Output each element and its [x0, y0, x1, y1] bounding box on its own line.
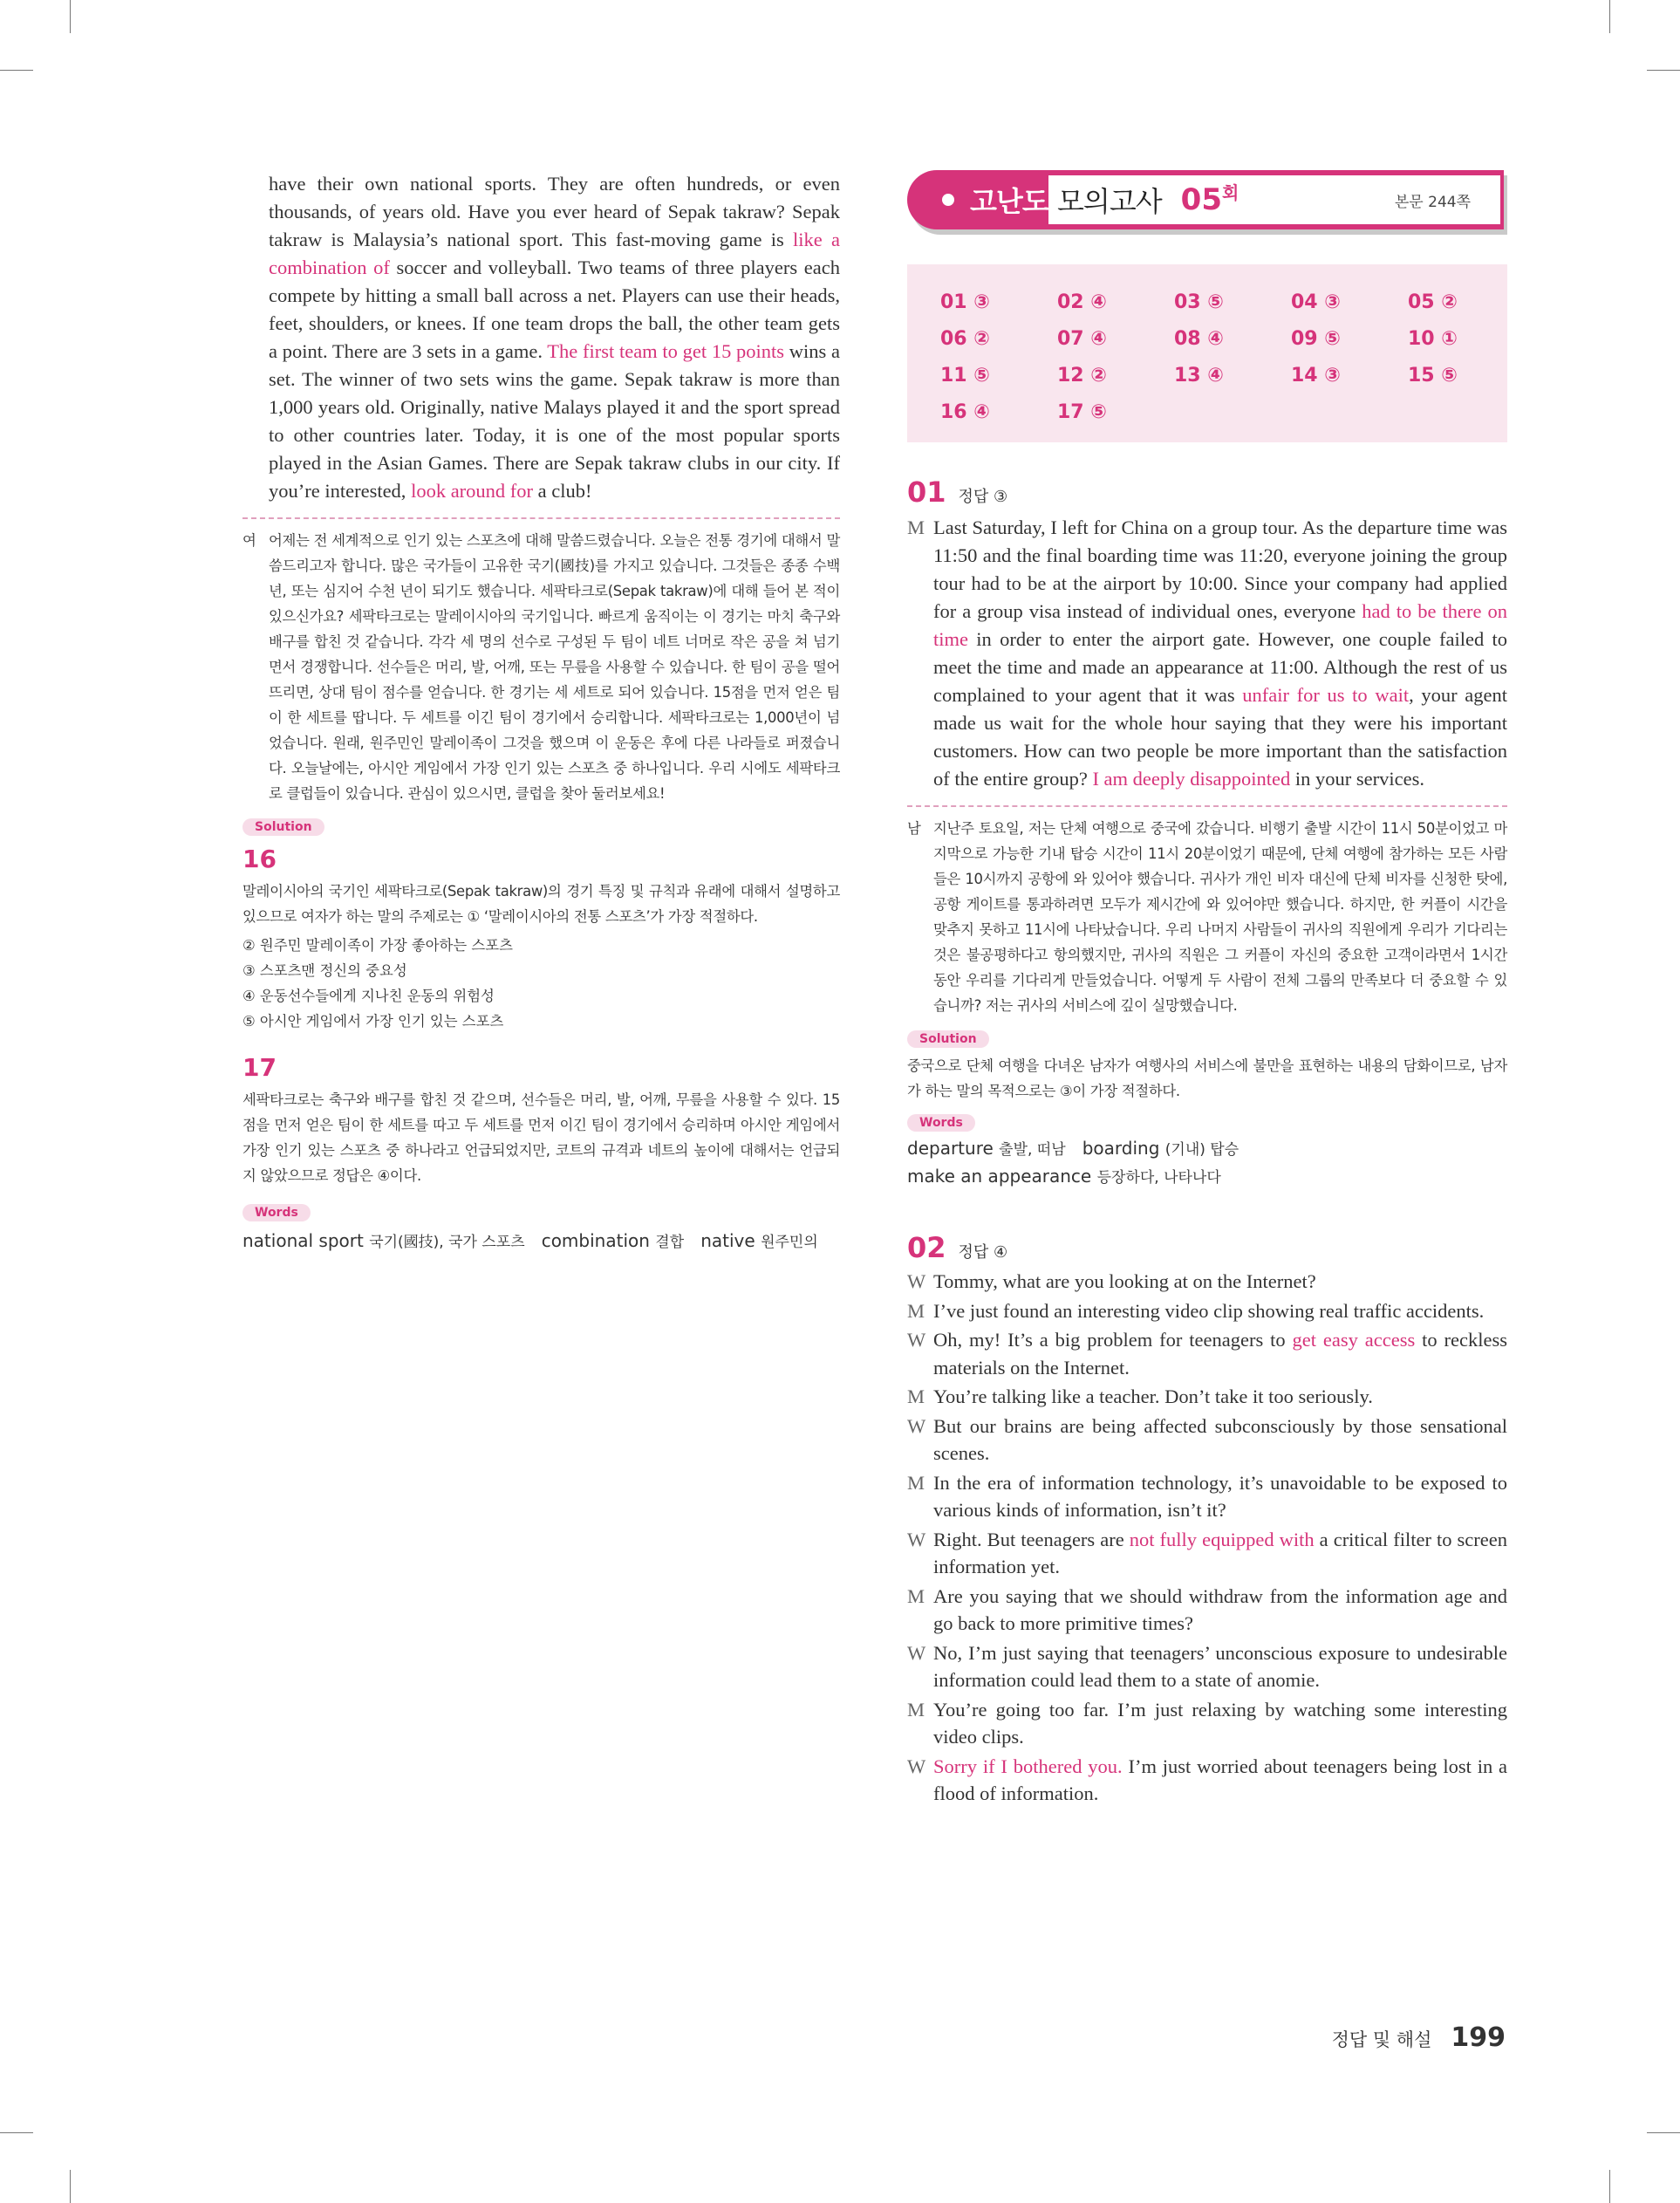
q16-options — [242, 933, 840, 1034]
words-badge: Words — [907, 1114, 975, 1132]
text-segment: soccer and volleyball. Two teams of three players each compete by hitting a small ball across a net. Players can use their heads, feet, shoulders, or knees. If one team drops the ball, the other team gets a point. There are 3 sets in a game. — [269, 257, 840, 362]
crop-mark — [70, 0, 71, 33]
q16-explanation: 말레이시아의 국기인 세팍타크로(Sepak takraw)의 경기 특징 및 규칙과 유래에 대해서 설명하고 있으므로 여자가 하는 말의 주제로는 ① ‘말레이시아의 전통 스포츠’가 가장 적절하다. — [242, 883, 840, 925]
highlighted-phrase: unfair for us to wait — [1242, 684, 1410, 706]
q02-dialogue — [907, 1268, 1507, 1808]
test-number-suffix: 회 — [1221, 181, 1240, 203]
text-segment: have their own national sports. They are often hundreds, or even thousands, of years old. Have you ever heard of Sepak takraw? Sepak takraw is Malaysia’s national sport. This fast-moving game is — [269, 173, 840, 250]
answer-cell: 12 ② — [1057, 364, 1107, 387]
text-segment: Right. But teenagers are — [933, 1528, 1130, 1550]
answer-cell: 13 ④ — [1174, 364, 1224, 387]
left-column — [242, 170, 840, 1256]
text-segment: Tommy, what are you looking at on the Internet? — [933, 1270, 1316, 1292]
words-line — [242, 1227, 840, 1256]
highlighted-phrase: Sorry if I bothered you. — [933, 1755, 1123, 1777]
dialogue-line — [907, 1583, 1507, 1638]
text-segment: I’m just worried about teenagers being lost in a flood of information. — [933, 1755, 1508, 1804]
answer-cell: 07 ④ — [1057, 327, 1107, 350]
right-column — [907, 170, 1507, 1810]
question-number-17: 17 — [242, 1053, 277, 1082]
speaker-label: W — [907, 1329, 926, 1351]
speaker-label: W — [907, 1270, 926, 1292]
difficulty-label: 고난도 — [970, 185, 1048, 218]
dialogue-text — [933, 1268, 1507, 1296]
text-segment: You’re going too far. I’m just relaxing by watching some interesting video clips. — [933, 1698, 1507, 1748]
highlighted-phrase: get easy access — [1292, 1329, 1416, 1351]
dialogue-text — [933, 1297, 1507, 1325]
word-en: combination — [541, 1230, 650, 1251]
answer-cell: 03 ⑤ — [1174, 291, 1224, 313]
bullet-icon — [942, 194, 954, 206]
text-segment: in order to enter the airport gate. However, one couple failed to meet the time and made an appearance at 11:00. Although the rest of us complained to your agent that it was — [933, 628, 1507, 706]
text-segment: in your services. — [1290, 768, 1424, 790]
word-en: make an appearance — [907, 1166, 1092, 1187]
text-segment: to reckless materials on the Internet. — [933, 1329, 1507, 1379]
answer-row — [907, 284, 1507, 320]
word-ko: 출발, 떠남 — [999, 1141, 1066, 1159]
divider — [242, 517, 840, 519]
q02-header — [907, 1231, 1507, 1264]
dialogue-line — [907, 1268, 1507, 1296]
speaker-label: W — [907, 1528, 926, 1550]
highlighted-phrase: not fully equipped with — [1129, 1528, 1315, 1550]
dialogue-line — [907, 1753, 1507, 1808]
speaker-label: M — [907, 1385, 925, 1407]
answer-row — [907, 357, 1507, 393]
answer-cell: 01 ③ — [940, 291, 990, 313]
script-text — [933, 514, 1507, 793]
translation-block — [242, 528, 840, 806]
answer-cell: 11 ⑤ — [940, 364, 990, 387]
word-ko: 등장하다, 나타나다 — [1096, 1169, 1221, 1187]
highlighted-phrase: look around for — [411, 480, 534, 502]
passage-text — [242, 170, 840, 505]
dialogue-line — [907, 1696, 1507, 1751]
highlighted-phrase: like a combination of — [269, 229, 840, 278]
crop-mark — [70, 2170, 71, 2203]
highlighted-phrase: had to be there on time — [933, 600, 1507, 650]
dialogue-text — [933, 1639, 1507, 1694]
word-en: native — [700, 1230, 755, 1251]
highlighted-phrase: I am deeply disappointed — [1092, 768, 1291, 790]
question-number-02: 02 — [907, 1231, 946, 1264]
text-segment: a club! — [533, 480, 592, 502]
crop-mark — [1647, 70, 1680, 71]
speaker-label: M — [907, 1471, 925, 1494]
crop-mark — [0, 70, 33, 71]
q01-header — [907, 475, 1507, 509]
text-segment: , your agent made us wait for the whole hour saying that they were his important customers. How can two people be more important than the satisfaction of the entire group? — [933, 684, 1507, 790]
text-segment: In the era of information technology, it’s unavoidable to be exposed to various kinds of information, isn’t it? — [933, 1471, 1507, 1521]
speaker-label: 남 — [907, 820, 921, 837]
text-segment: wins a set. The winner of two sets wins the game. Sepak takraw is more than 1,000 years old. Originally, native Malays played it and the sport spread to other countries later. Today, it is one of the most popular sports played in the Asian Games. There are Sepak takraw clubs in our city. If you’re interested, — [269, 340, 840, 502]
correct-answer: 정답 ③ — [958, 488, 1008, 506]
text-segment: Are you saying that we should withdraw from the information age and go back to more primitive times? — [933, 1584, 1507, 1634]
answer-cell: 04 ③ — [1291, 291, 1341, 313]
test-banner — [907, 170, 1507, 233]
text-segment: I’ve just found an interesting video clip showing real traffic accidents. — [933, 1299, 1485, 1322]
dialogue-line — [907, 1526, 1507, 1581]
dialogue-line — [907, 1326, 1507, 1381]
dialogue-text — [933, 1583, 1507, 1638]
text-segment: a critical filter to screen information yet. — [933, 1528, 1507, 1577]
words-line — [907, 1163, 1507, 1191]
dialogue-text — [933, 1413, 1507, 1468]
page-reference: 본문 244쪽 — [1394, 193, 1471, 211]
answer-cell: 17 ⑤ — [1057, 400, 1107, 423]
dialogue-text — [933, 1383, 1507, 1411]
solution-badge: Solution — [242, 818, 324, 836]
page-footer — [1332, 2022, 1506, 2053]
dialogue-line — [907, 1297, 1507, 1325]
dialogue-line — [907, 1413, 1507, 1468]
divider — [907, 805, 1507, 807]
speaker-label: M — [907, 1698, 925, 1721]
dialogue-line — [907, 1383, 1507, 1411]
speaker-label: 여 — [242, 532, 256, 549]
answer-cell: 10 ① — [1408, 327, 1458, 350]
test-number: 05 — [1180, 182, 1222, 217]
dialogue-line — [907, 1469, 1507, 1524]
crop-mark — [1609, 0, 1610, 33]
speaker-label: W — [907, 1755, 926, 1777]
answer-cell: 02 ④ — [1057, 291, 1107, 313]
speaker-label: W — [907, 1641, 926, 1664]
option-item: ② 원주민 말레이족이 가장 좋아하는 스포츠 — [242, 937, 513, 954]
speaker-label: M — [907, 517, 925, 538]
answer-cell: 05 ② — [1408, 291, 1458, 313]
correct-answer: 정답 ④ — [958, 1243, 1008, 1262]
word-en: national sport — [242, 1230, 364, 1251]
text-segment: Last Saturday, I left for China on a group tour. As the departure time was 11:50 and the final boarding time was 11:20, everyone joining the group tour had to be at the airport by 10:00. Since your company had applied for a group visa instead of individual ones, everyone — [933, 517, 1507, 622]
text-segment: You’re talking like a teacher. Don’t take it too seriously. — [933, 1385, 1373, 1407]
speaker-label: M — [907, 1584, 925, 1607]
word-en: departure — [907, 1138, 994, 1159]
crop-mark — [1609, 2170, 1610, 2203]
dialogue-text — [933, 1753, 1507, 1808]
word-ko: 국기(國技), 국가 스포츠 — [369, 1234, 525, 1251]
word-en: boarding — [1082, 1138, 1160, 1159]
word-ko: (기내) 탑승 — [1164, 1141, 1240, 1159]
footer-label: 정답 및 해설 — [1331, 2029, 1432, 2050]
text-segment: No, I’m just saying that teenagers’ unconscious exposure to undesirable information could lead them to a state of anomie. — [933, 1641, 1507, 1691]
word-ko: 원주민의 — [761, 1234, 818, 1251]
answer-row — [907, 320, 1507, 357]
crop-mark — [0, 2132, 33, 2133]
words-line — [907, 1135, 1507, 1163]
highlighted-phrase: The first team to get 15 points — [547, 340, 785, 362]
dialogue-text — [933, 1469, 1507, 1524]
option-item: ④ 운동선수들에게 지나친 운동의 위험성 — [242, 988, 495, 1004]
dialogue-text — [933, 1326, 1507, 1381]
speaker-label: M — [907, 1299, 925, 1322]
q17-explanation: 세팍타크로는 축구와 배구를 합친 것 같으며, 선수들은 머리, 발, 어깨, 무릎을 사용할 수 있다. 15점을 먼저 얻은 팀이 한 세트를 따고 두 세트를 먼저 이긴 팀이 경기에서 승리하며 아시안 게임에서 가장 인기 있는 스포츠 중 하나라고 언급되었지만, 코트의 규격과 네트의 높이에 대해서는 언급되지 않았으므로 정답은 ④이다. — [242, 1091, 840, 1184]
answer-cell: 15 ⑤ — [1408, 364, 1458, 387]
translation-text: 지난주 토요일, 저는 단체 여행으로 중국에 갔습니다. 비행기 출발 시간이 11시 50분이었고 마지막으로 가능한 기내 탑승 시간이 11시 20분이었기 때문에, 단체 여행에 참가하는 모든 사람들은 10시까지 공항에 와 있어야 했습니다. 귀사가 개인 비자 대신에 단체 비자를 신청한 탓에, 공항 게이트를 통과하려면 모두가 제시간에 와 있어야만 했습니다. 하지만, 한 커플이 시간을 맞추지 못하고 11시에 나타났습니다. 우리 나머지 사람들이 귀사의 직원에게 우리가 기다리는 것은 불공평하다고 항의했지만, 귀사의 직원은 그 커플이 자신의 중요한 고객이라면서 1시간 동안 우리를 기다리게 만들었습니다. 어떻게 두 사람이 전체 그룹의 만족보다 더 중요할 수 있습니까? 저는 귀사의 서비스에 깊이 실망했습니다. — [933, 820, 1507, 1014]
crop-mark — [1647, 2132, 1680, 2133]
question-number-01: 01 — [907, 475, 946, 509]
words-badge: Words — [242, 1204, 311, 1221]
word-ko: 결합 — [655, 1234, 685, 1251]
translation-block — [907, 816, 1507, 1018]
option-item: ⑤ 아시안 게임에서 가장 인기 있는 스포츠 — [242, 1013, 504, 1030]
text-segment: Oh, my! It’s a big problem for teenagers to — [933, 1329, 1293, 1351]
answer-row — [907, 393, 1507, 430]
page-number: 199 — [1451, 2022, 1506, 2053]
dialogue-text — [933, 1526, 1507, 1581]
answer-cell: 08 ④ — [1174, 327, 1224, 350]
translation-text: 어제는 전 세계적으로 인기 있는 스포츠에 대해 말씀드렸습니다. 오늘은 전통 경기에 대해서 말씀드리고자 합니다. 많은 국가들이 고유한 국기(國技)를 가지고 있습니다. 그것들은 종종 수백 년, 또는 심지어 수천 년이 되기도 했습니다. 세팍타크로(Sepak takraw)에 대해 들어 본 적이 있으신가요? 세팍타크로는 말레이시아의 국기입니다. 빠르게 움직이는 이 경기는 마치 축구와 배구를 합친 것 같습니다. 각각 세 명의 선수로 구성된 두 팀이 네트 너머로 작은 공을 쳐 넘기면서 경쟁합니다. 선수들은 머리, 발, 어깨, 또는 무릎을 사용할 수 있습니다. 한 팀이 공을 떨어뜨리면, 상대 팀이 점수를 얻습니다. 한 경기는 세 세트로 되어 있습니다. 15점을 먼저 얻은 팀이 한 세트를 땁니다. 두 세트를 이긴 팀이 경기에서 승리합니다. 세팍타크로는 1,000년이 넘었습니다. 원래, 원주민인 말레이족이 그것을 했으며 이 운동은 후에 다른 나라들로 퍼졌습니다. 오늘날에는, 아시안 게임에서 가장 인기 있는 스포츠 중 하나입니다. 우리 시에도 세팍타크로 클럽들이 있습니다. 관심이 있으시면, 클럽을 찾아 둘러보세요! — [269, 532, 840, 802]
option-item: ③ 스포츠맨 정신의 중요성 — [242, 962, 407, 979]
speaker-label: W — [907, 1414, 926, 1437]
text-segment: But our brains are being affected subconsciously by those sensational scenes. — [933, 1414, 1507, 1464]
q01-explanation: 중국으로 단체 여행을 다녀온 남자가 여행사의 서비스에 불만을 표현하는 내용의 담화이므로, 남자가 하는 말의 목적으로는 ③이 가장 적절하다. — [907, 1057, 1507, 1099]
test-title: 모의고사 — [1057, 185, 1162, 218]
answer-key-grid — [907, 264, 1507, 442]
answer-cell: 14 ③ — [1291, 364, 1341, 387]
dialogue-line — [907, 1639, 1507, 1694]
answer-cell: 06 ② — [940, 327, 990, 350]
solution-badge: Solution — [907, 1030, 989, 1048]
q01-script — [907, 514, 1507, 793]
question-number-16: 16 — [242, 845, 277, 873]
answer-cell: 16 ④ — [940, 400, 990, 423]
banner-title-box — [1048, 175, 1500, 224]
answer-cell: 09 ⑤ — [1291, 327, 1341, 350]
dialogue-text — [933, 1696, 1507, 1751]
